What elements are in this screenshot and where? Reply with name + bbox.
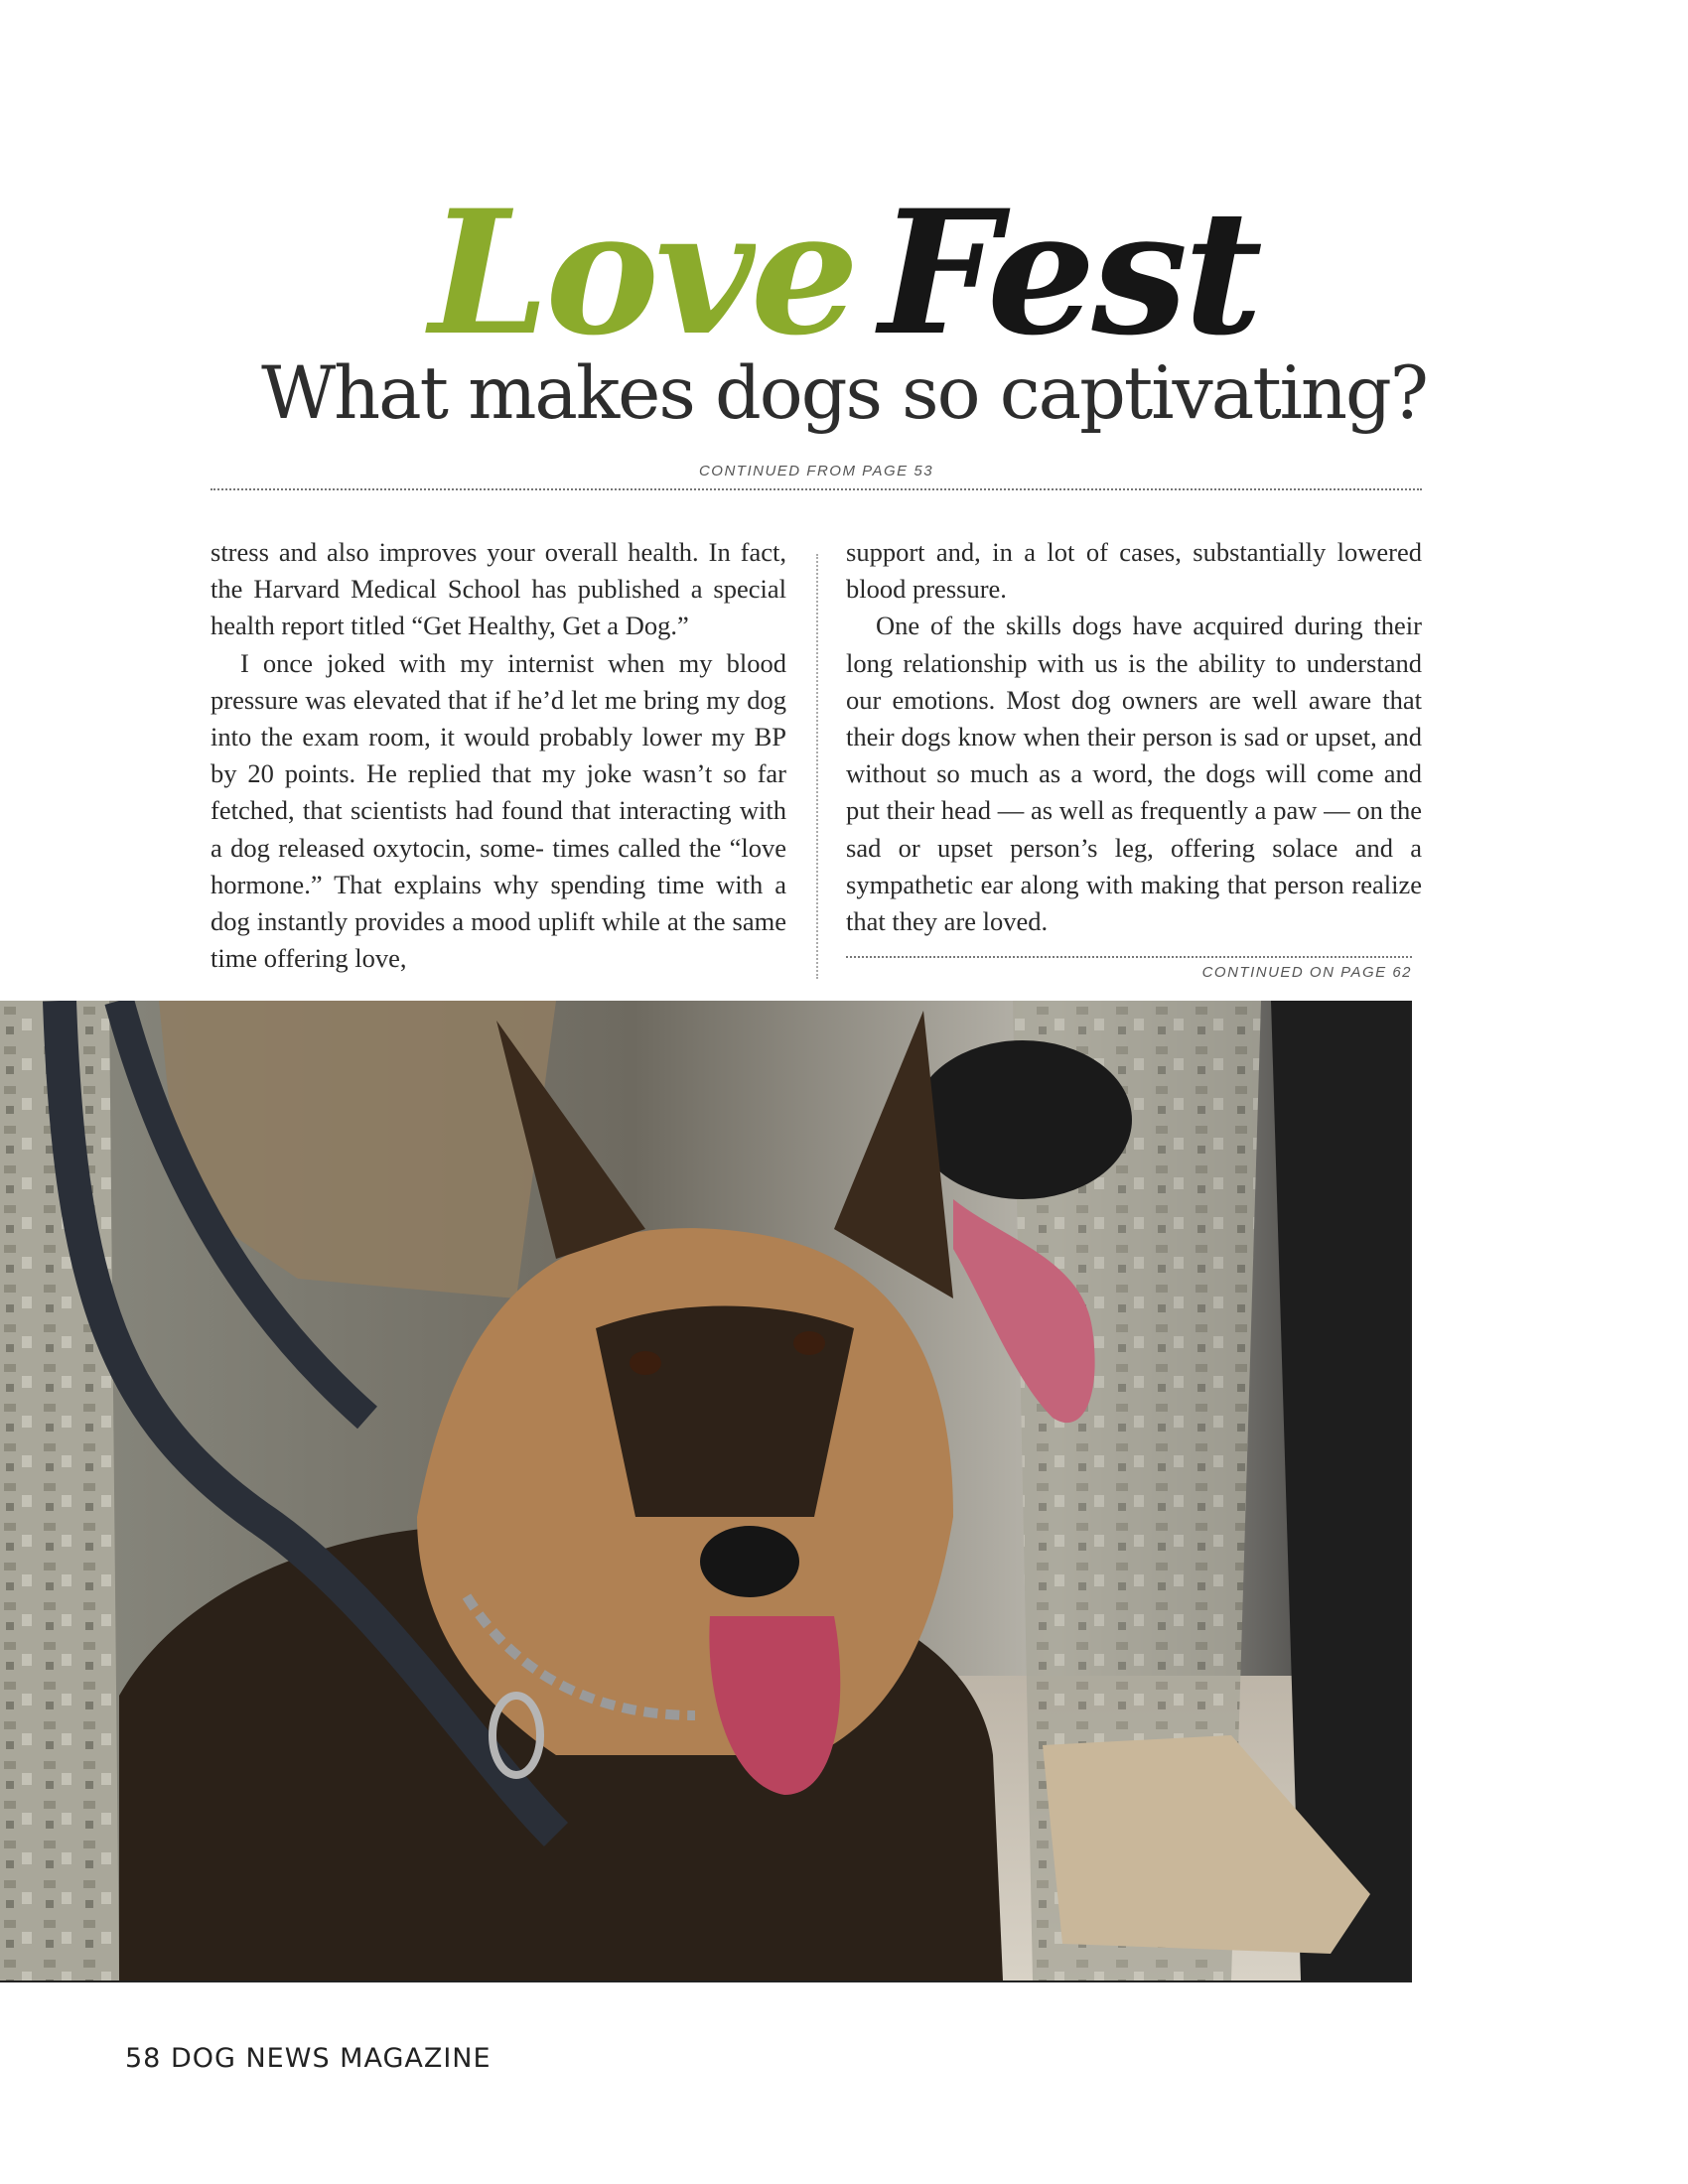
photo-illustration <box>0 1001 1410 1980</box>
right-paragraph-1: support and, in a lot of cases, substantially lowered blood pressure. <box>846 537 1422 605</box>
dog-eye-left <box>630 1351 661 1375</box>
german-shepherd-photo <box>0 1001 1412 1982</box>
left-paragraph-2: I once joked with my internist when my blood pressure was elevated that if he’d let me bring my dog into the exam room, it would probably lower my BP by 20 points. He replied that my joke wasn’t so far fetched, that scientists had found that interacting with a dog released oxytocin, some- times called the “love hormone.” That explains why spending time with a dog instantly provides a mood uplift while at the same time offering love, <box>211 647 786 974</box>
right-text-column <box>846 534 1422 940</box>
left-text-column <box>211 534 786 977</box>
article-title <box>0 169 1688 377</box>
right-paragraph-2: One of the skills dogs have acquired during their long relationship with us is the ability to understand our emotions. Most dog owners are well aware that their dogs know when their person is sad or upset, and without so much as a word, the dogs will come and put their head — as well as frequently a paw — on the sad or upset person’s leg, offering solace and a sympathetic ear along with making that person realize that they are loved. <box>846 611 1422 937</box>
left-paragraph-1: stress and also improves your overall health. In fact, the Harvard Medical School has published a special health report titled “Get Healthy, Get a Dog.” <box>211 537 786 641</box>
dog-eye-right <box>793 1331 825 1355</box>
continued-on-label: CONTINUED ON PAGE 62 <box>1201 964 1412 981</box>
second-dog-head <box>914 1040 1132 1199</box>
article-subtitle: What makes dogs so captivating? <box>261 351 1427 436</box>
bottom-dotted-rule <box>846 956 1412 958</box>
dog-nose <box>700 1526 799 1597</box>
page-footer: 58 DOG NEWS MAGAZINE <box>125 2043 492 2074</box>
continued-from-label: CONTINUED FROM PAGE 53 <box>698 463 934 479</box>
title-word-love: Love <box>429 172 856 373</box>
top-dotted-rule <box>211 488 1422 490</box>
title-word-fest: Fest <box>879 172 1259 373</box>
column-divider <box>816 554 818 979</box>
